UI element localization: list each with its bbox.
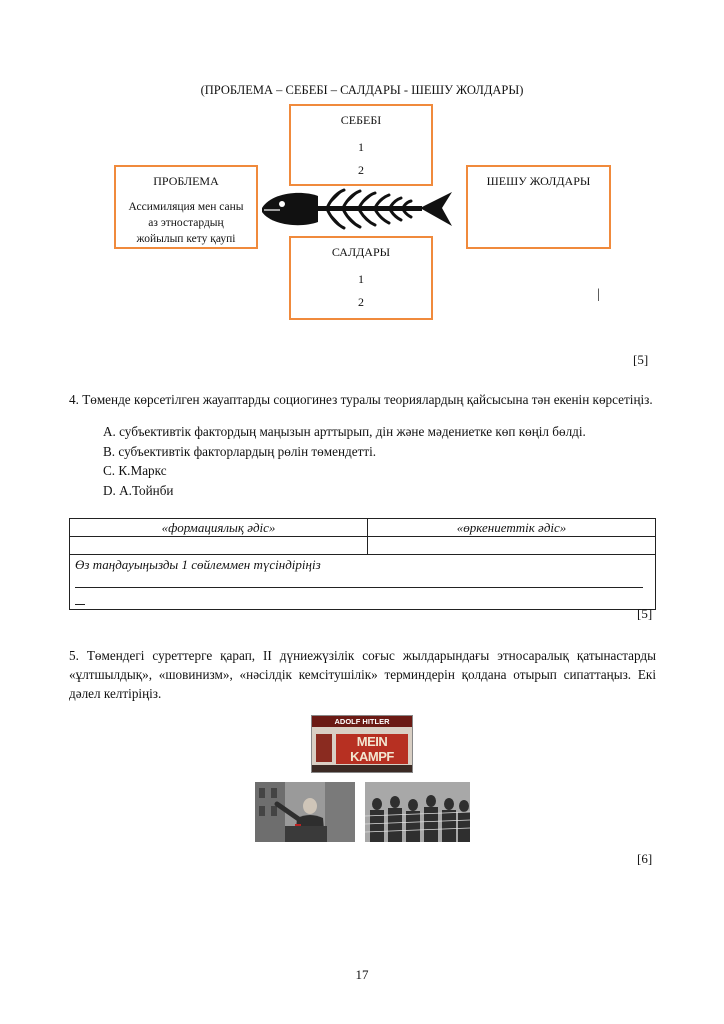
civilization-answer-cell[interactable] bbox=[368, 537, 656, 555]
formation-answer-cell[interactable] bbox=[70, 537, 368, 555]
consequences-item-2: 2 bbox=[358, 295, 364, 309]
book-footer-strip bbox=[312, 765, 412, 772]
answer-line-1[interactable] bbox=[75, 573, 643, 588]
consequences-heading: САЛДАРЫ bbox=[331, 245, 391, 259]
explanation-prompt: Өз таңдауыңызды 1 сөйлеммен түсіндіріңіз bbox=[75, 557, 321, 572]
option-c: C. К.Маркс bbox=[103, 463, 167, 478]
book-author: ADOLF HITLER bbox=[312, 716, 412, 727]
question-5-text: 5. Төмендегі суреттерге қарап, ІІ дүниежүзілік соғыс жылдарындағы этносаралық қатынастарды «ұлтшылдық», «шовинизм», «нәсілдік кемсітушілік» терминдерін қолдана отырып сипаттаңыз. Екі дәлел келтіріңіз. bbox=[69, 648, 656, 701]
question-5-score: [6] bbox=[637, 851, 653, 866]
option-d: D. А.Тойнби bbox=[103, 483, 174, 498]
question-4-text: 4. Төменде көрсетілген жауаптарды социогинез туралы теориялардың қайсысына тән екенін көрсетіңіз. bbox=[69, 392, 653, 407]
consequences-box bbox=[289, 236, 433, 320]
solutions-box bbox=[466, 165, 611, 249]
option-b: B. субъективтік факторлардың рөлін төмендетті. bbox=[103, 444, 377, 459]
cause-box bbox=[289, 104, 433, 186]
problem-heading: ПРОБЛЕМА bbox=[153, 174, 219, 188]
book-title: MEIN KAMPF bbox=[336, 734, 408, 764]
answer-table bbox=[69, 518, 656, 610]
fish-skeleton-icon bbox=[258, 186, 454, 232]
problem-box bbox=[114, 165, 258, 249]
problem-line-2: аз этностардың bbox=[148, 217, 224, 229]
answer-line-2[interactable] bbox=[75, 588, 85, 605]
problem-line-3: жойылып кету қаупі bbox=[136, 233, 236, 245]
formation-method-header: «формациялық әдіс» bbox=[70, 519, 368, 537]
page-number: 17 bbox=[355, 967, 369, 982]
cause-item-2: 2 bbox=[358, 163, 364, 177]
explanation-cell[interactable] bbox=[70, 555, 656, 610]
question-4-score: [5] bbox=[637, 606, 653, 621]
problem-line-1: Ассимиляция мен саны bbox=[128, 201, 244, 213]
hitler-salute-photo bbox=[255, 782, 355, 842]
mein-kampf-book-image bbox=[311, 715, 413, 773]
option-a: A. субъективтік фактордың маңызын арттырып, дін және мәдениетке көп көңіл бөлді. bbox=[103, 424, 586, 439]
question-3-score: [5] bbox=[633, 352, 649, 367]
cause-heading: СЕБЕБІ bbox=[340, 113, 382, 127]
solutions-heading: ШЕШУ ЖОЛДАРЫ bbox=[486, 174, 591, 188]
diagram-title: (ПРОБЛЕМА – СЕБЕБІ – САЛДАРЫ - ШЕШУ ЖОЛДАРЫ) bbox=[200, 83, 524, 97]
cursor-mark: | bbox=[597, 287, 600, 302]
civilization-method-header: «өркениеттік әдіс» bbox=[368, 519, 656, 537]
cause-item-1: 1 bbox=[358, 140, 364, 154]
consequences-item-1: 1 bbox=[358, 272, 364, 286]
eagle-emblem-icon bbox=[316, 734, 332, 762]
concentration-camp-photo bbox=[365, 782, 470, 842]
